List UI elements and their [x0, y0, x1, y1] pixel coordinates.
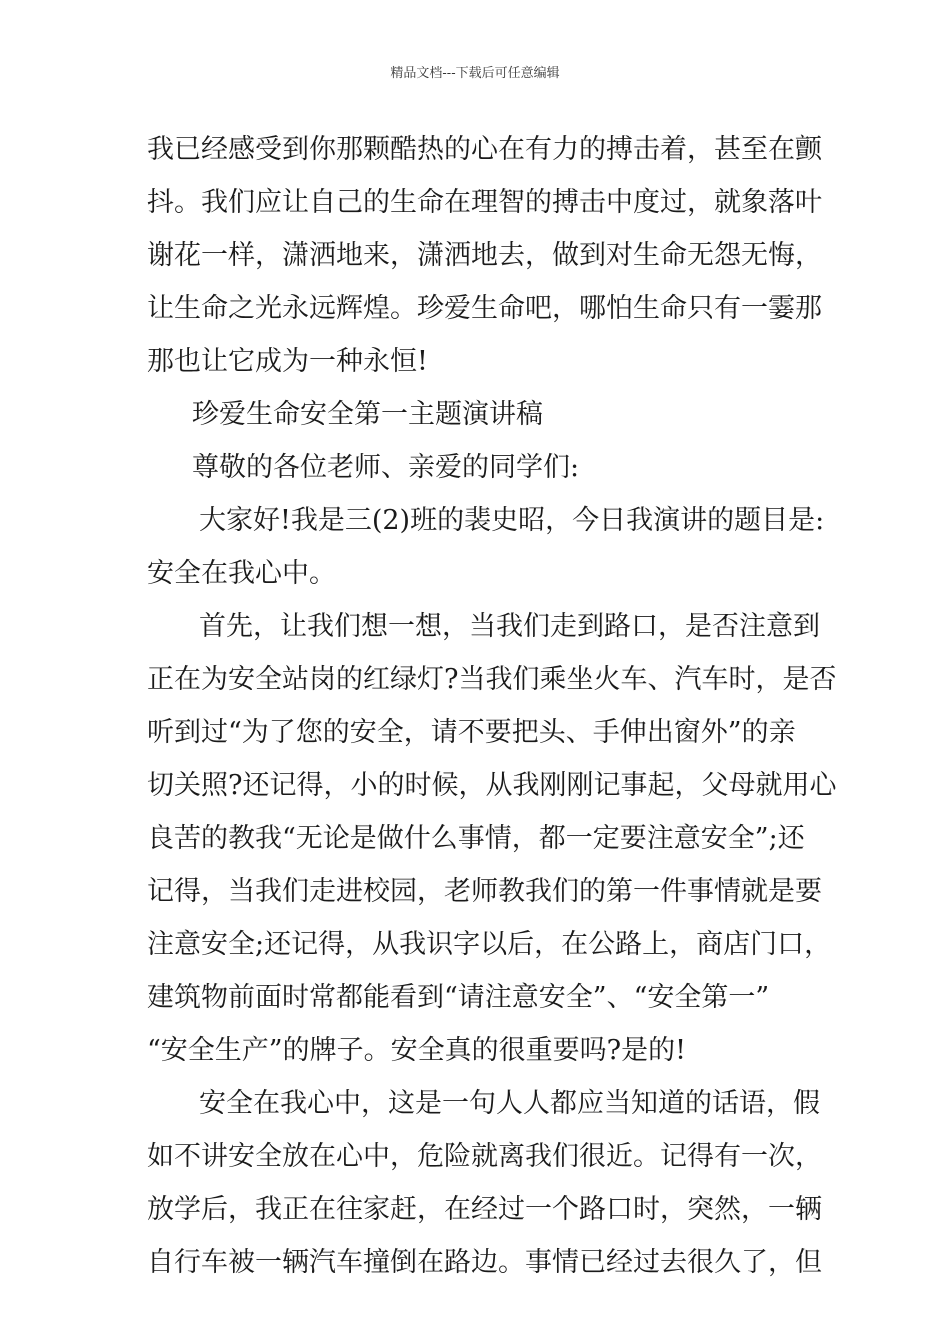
- text-line: 听到过“为了您的安全，请不要把头、手伸出窗外”的亲: [147, 717, 796, 748]
- text-line: 抖。我们应让自己的生命在理智的搏击中度过，就象落叶: [147, 187, 822, 218]
- paragraph: [147, 1082, 822, 1294]
- text-line: 记得，当我们走进校园，老师教我们的第一件事情就是要: [147, 876, 822, 907]
- paragraph: [147, 128, 822, 393]
- text-line: 良苦的教我“无论是做什么事情，都一定要注意安全”;还: [147, 823, 805, 854]
- text-line: 切关照?还记得，小的时候，从我刚刚记事起，父母就用心: [147, 770, 837, 801]
- document-body: [147, 128, 837, 1294]
- text-line: 安全在我心中，这是一句人人都应当知道的话语，假: [199, 1088, 820, 1119]
- text-line: 那也让它成为一种永恒!: [147, 346, 428, 377]
- text-line: 正在为安全站岗的红绿灯?当我们乘坐火车、汽车时，是否: [147, 664, 837, 695]
- text-line: 放学后，我正在往家赶，在经过一个路口时，突然，一辆: [147, 1194, 822, 1225]
- text-line: 大家好!我是三(2)班的裴史昭，今日我演讲的题目是:: [199, 505, 825, 536]
- text-line: “安全生产”的牌子。安全真的很重要吗?是的!: [147, 1035, 686, 1066]
- page-header: 精品文档---下载后可任意编辑: [390, 66, 560, 81]
- text-line: 建筑物前面时常都能看到“请注意安全”、“安全第一”: [147, 982, 770, 1013]
- text-line: 让生命之光永远辉煌。珍爱生命吧，哪怕生命只有一霎那: [147, 293, 822, 324]
- text-line: 我已经感受到你那颗酷热的心在有力的搏击着，甚至在颤: [147, 134, 822, 165]
- text-line: 珍爱生命安全第一主题演讲稿: [192, 399, 543, 430]
- speech-title: [147, 393, 819, 446]
- text-line: 注意安全;还记得，从我识字以后，在公路上，商店门口，: [147, 929, 832, 960]
- text-line: 首先，让我们想一想，当我们走到路口，是否注意到: [199, 611, 820, 642]
- paragraph: [147, 605, 837, 1082]
- paragraph: [147, 499, 825, 605]
- text-line: 尊敬的各位老师、亲爱的同学们:: [192, 452, 580, 483]
- text-line: 谢花一样，潇洒地来，潇洒地去，做到对生命无怨无悔，: [147, 240, 822, 271]
- text-line: 如不讲安全放在心中，危险就离我们很近。记得有一次，: [147, 1141, 822, 1172]
- text-line: 自行车被一辆汽车撞倒在路边。事情已经过去很久了，但: [147, 1247, 822, 1278]
- salutation: [147, 446, 819, 499]
- text-line: 安全在我心中。: [147, 558, 336, 589]
